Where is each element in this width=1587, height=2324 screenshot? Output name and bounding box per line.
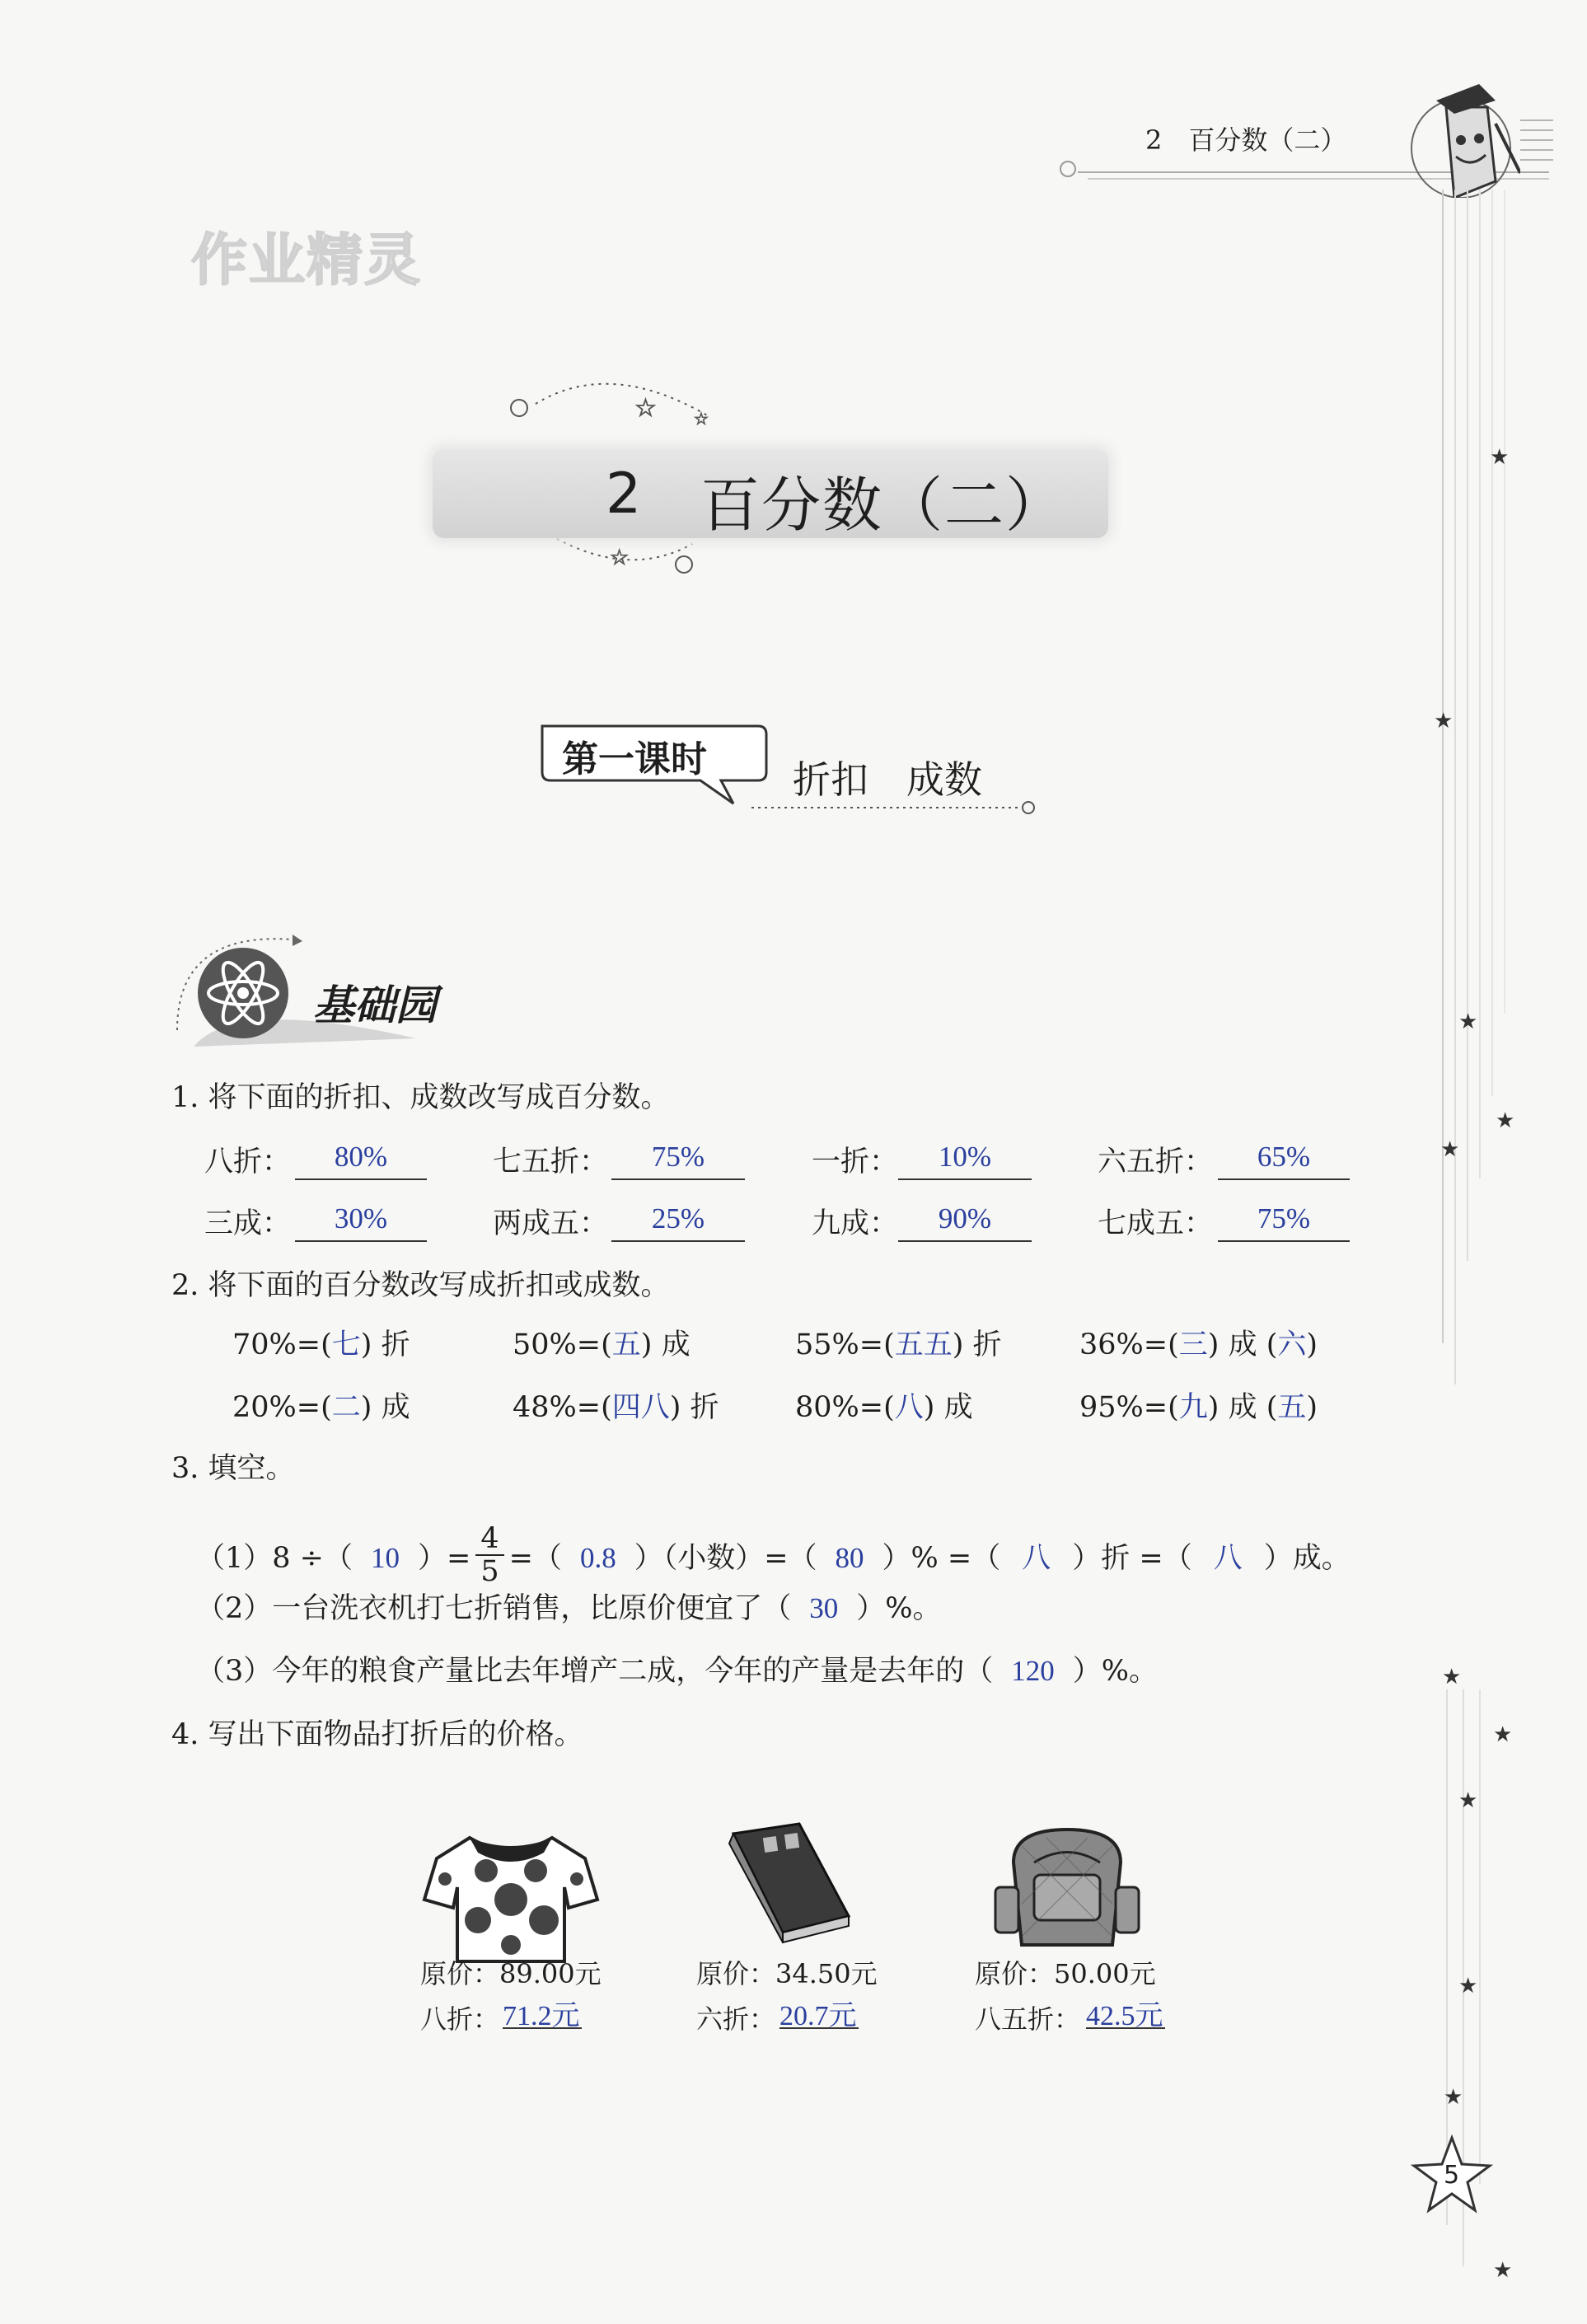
chapter-title: 百分数（二） <box>700 471 1067 540</box>
q1-answer: 10% <box>938 1141 992 1173</box>
question-2: 2. 将下面的百分数改写成折扣或成数。 <box>171 1269 670 1302</box>
q2-suffix: ) 成 <box>640 1328 691 1361</box>
star-icon: ★ <box>1458 1788 1478 1813</box>
star-icon: ★ <box>1434 709 1454 733</box>
book-answer: 20.7元 <box>779 2001 857 2031</box>
q3-answer: 10 <box>371 1542 400 1574</box>
q2-prefix: 20%=( <box>232 1391 332 1424</box>
q3-text: （1）8 ÷（ <box>196 1542 353 1575</box>
star-icon: ★ <box>1490 445 1510 470</box>
q1-answer-blank <box>1218 1141 1350 1180</box>
shirt-answer-blank <box>503 1993 582 2029</box>
q3-sub2 <box>196 1592 942 1625</box>
header-dots <box>1520 119 1553 169</box>
margin-line <box>1479 1689 1481 2184</box>
q2-prefix: 70%=( <box>232 1328 332 1361</box>
running-header: 2 百分数（二） <box>1145 124 1347 156</box>
q3-text: ）= <box>418 1542 471 1575</box>
question-3: 3. 填空。 <box>171 1452 295 1485</box>
q1-label: 八折： <box>204 1146 292 1178</box>
q2-answer: 二 <box>331 1391 361 1423</box>
q3-answer: 八 <box>1213 1542 1243 1574</box>
q2-item <box>1079 1391 1318 1424</box>
q2-answer: 五五 <box>894 1328 953 1361</box>
chapter-number: 2 <box>606 462 642 527</box>
backpack-answer-blank <box>1086 1993 1165 2029</box>
question-1: 1. 将下面的折扣、成数改写成百分数。 <box>171 1081 670 1114</box>
book-price: 原价：34.50元 <box>696 1958 878 1989</box>
q3-answer: 120 <box>1011 1655 1055 1687</box>
backpack-discount: 八五折： <box>975 2003 1081 2035</box>
q2-item <box>513 1391 719 1424</box>
q2-prefix: 50%=( <box>513 1328 612 1361</box>
margin-line <box>1504 190 1505 1014</box>
q2-answer: 五 <box>611 1328 641 1361</box>
backpack-icon <box>989 1821 1145 1956</box>
q3-text: ）%。 <box>1072 1655 1159 1688</box>
q2-answer: 四八 <box>611 1391 670 1423</box>
q1-label: 九成： <box>812 1207 899 1240</box>
q1-answer: 30% <box>334 1202 388 1235</box>
q1-label: 三成： <box>204 1207 292 1240</box>
q1-answer-blank <box>295 1202 427 1242</box>
backpack-price: 原价：50.00元 <box>975 1958 1156 1989</box>
margin-line <box>1442 190 1444 1343</box>
book-discount: 六折： <box>696 2003 776 2035</box>
section-label: 基础园 <box>313 981 437 1029</box>
svg-text:☆: ☆ <box>610 546 630 570</box>
q2-answer-2: 六 <box>1277 1328 1307 1361</box>
q1-answer: 75% <box>651 1141 705 1173</box>
q1-answer: 25% <box>651 1202 705 1235</box>
q2-end: ) <box>1306 1328 1318 1361</box>
svg-text:☆: ☆ <box>694 409 709 429</box>
q1-answer-blank <box>1218 1202 1350 1242</box>
q1-answer-blank <box>611 1141 745 1180</box>
q2-suffix: ) 折 <box>952 1328 1002 1361</box>
lesson-topic: 折扣 成数 <box>793 757 982 802</box>
q1-answer: 90% <box>938 1202 992 1235</box>
q2-prefix: 80%=( <box>795 1391 895 1424</box>
q2-suffix: ) 成 ( <box>1207 1391 1278 1424</box>
q3-answer: 八 <box>1022 1542 1051 1574</box>
q3-answer: 0.8 <box>579 1542 616 1574</box>
pencil-mascot-icon <box>1397 74 1520 201</box>
q3-text: =（ <box>508 1542 562 1575</box>
q2-prefix: 48%=( <box>513 1391 612 1424</box>
watermark: 作业精灵 <box>191 228 423 293</box>
q1-label: 六五折： <box>1098 1146 1214 1178</box>
margin-line <box>1479 190 1481 1178</box>
q3-text: ）成。 <box>1263 1542 1351 1575</box>
q1-answer-blank <box>898 1202 1032 1242</box>
q1-answer-blank <box>898 1141 1032 1180</box>
q2-item <box>795 1391 973 1424</box>
shirt-icon <box>420 1830 602 1973</box>
q2-item <box>232 1391 410 1424</box>
q3-text: （2）一台洗衣机打七折销售，比原价便宜了（ <box>196 1592 792 1625</box>
q2-answer: 九 <box>1178 1391 1208 1423</box>
q3-text: ）% =（ <box>882 1542 1001 1575</box>
shirt-price: 原价：89.00元 <box>420 1958 602 1989</box>
q2-answer: 八 <box>894 1391 924 1423</box>
page-number: 5 <box>1444 2161 1460 2190</box>
q2-prefix: 95%=( <box>1079 1391 1179 1424</box>
q2-item <box>232 1328 410 1361</box>
q2-item <box>1079 1328 1318 1361</box>
q3-sub3 <box>196 1655 1158 1688</box>
q2-answer-2: 五 <box>1277 1391 1307 1423</box>
shirt-answer: 71.2元 <box>503 2001 580 2031</box>
star-icon: ★ <box>1442 1665 1462 1689</box>
margin-line <box>1454 190 1456 1385</box>
q2-answer: 三 <box>1178 1328 1208 1361</box>
margin-line <box>1491 190 1493 1096</box>
margin-line <box>1467 190 1468 1261</box>
q1-label: 一折： <box>812 1146 899 1178</box>
fraction <box>475 1523 503 1587</box>
star-icon: ★ <box>1458 1974 1478 1998</box>
star-icon: ★ <box>1493 2258 1513 2283</box>
star-icon: ★ <box>1458 1010 1478 1034</box>
question-4: 4. 写出下面物品打折后的价格。 <box>171 1718 583 1751</box>
book-answer-blank <box>779 1993 859 2029</box>
q1-label: 七五折： <box>493 1146 609 1178</box>
q2-item <box>795 1328 1002 1361</box>
fraction-numerator: 4 <box>475 1523 503 1556</box>
q1-answer-blank <box>611 1202 745 1242</box>
q2-answer: 七 <box>331 1328 361 1361</box>
q3-text: ）折 =（ <box>1072 1542 1192 1575</box>
q2-item <box>513 1328 691 1361</box>
shirt-discount: 八折： <box>420 2003 500 2035</box>
q3-sub1 <box>196 1522 1351 1591</box>
q1-label: 两成五： <box>493 1207 609 1240</box>
q1-answer: 65% <box>1257 1141 1311 1173</box>
q3-text: ）（小数）=（ <box>634 1542 817 1575</box>
q1-answer-blank <box>295 1141 427 1180</box>
star-icon: ★ <box>1444 2085 1463 2110</box>
star-icon: ★ <box>1493 1722 1513 1747</box>
q2-suffix: ) 折 <box>360 1328 410 1361</box>
q3-text: （3）今年的粮食产量比去年增产二成，今年的产量是去年的（ <box>196 1655 994 1688</box>
q1-label: 七成五： <box>1098 1207 1214 1240</box>
book-icon <box>713 1817 853 1952</box>
q1-answer: 75% <box>1257 1202 1311 1235</box>
fraction-denominator: 5 <box>480 1555 499 1588</box>
q2-prefix: 55%=( <box>795 1328 895 1361</box>
q2-prefix: 36%=( <box>1079 1328 1179 1361</box>
q1-answer: 80% <box>334 1141 388 1173</box>
q2-suffix: ) 成 <box>360 1391 410 1424</box>
q3-text: ）%。 <box>856 1592 942 1625</box>
backpack-answer: 42.5元 <box>1086 2001 1163 2031</box>
lesson-badge: 第一课时 <box>562 738 707 780</box>
q2-suffix: ) 成 <box>923 1391 973 1424</box>
q2-suffix: ) 折 <box>669 1391 719 1424</box>
q3-answer: 80 <box>835 1542 864 1574</box>
q3-answer: 30 <box>809 1592 839 1624</box>
svg-text:☆: ☆ <box>634 394 657 423</box>
star-icon: ★ <box>1496 1108 1515 1133</box>
q2-end: ) <box>1306 1391 1318 1424</box>
q2-suffix: ) 成 ( <box>1207 1328 1278 1361</box>
star-icon: ★ <box>1440 1137 1460 1162</box>
